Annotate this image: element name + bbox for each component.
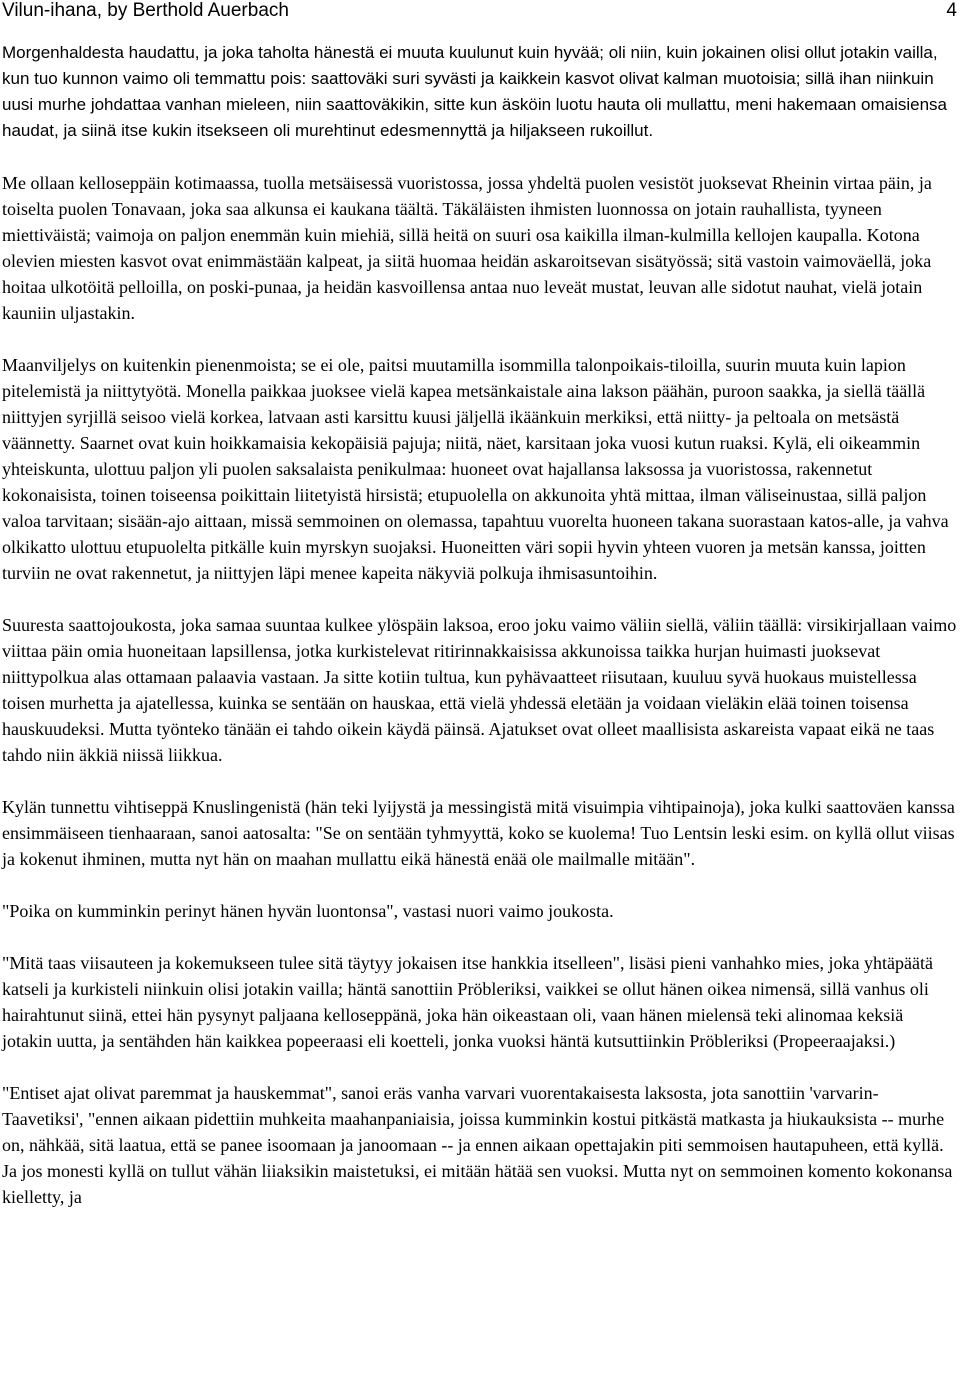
book-title: Vilun-ihana, by Berthold Auerbach [2, 0, 289, 21]
page-number: 4 [946, 0, 957, 21]
paragraph: Maanviljelys on kuitenkin pienenmoista; se ei ole, paitsi muutamilla isommilla talonpoikais-tiloilla, suurin muuta kuin lapion pitelemistä ja niittytyötä. Monella paikkaa juoksee vielä kapea metsänkaistale aina lakson päähän, puroon saakka, ja siellä täällä niittyjen syrjillä seisoo vielä korkea, latvaan asti karsittu kuusi jäljellä ikäänkuin merkiksi, että niitty- ja peltoala on metsästä väännetty. Saarnet ovat kuin hoikkamaisia kekopäisiä pajuja; niitä, näet, karsitaan joka vuosi kutun ruaksi. Kylä, eli oikeammin yhteiskunta, ulottuu paljon yli puolen saksalaista penikulmaa: huoneet ovat hajallansa laksossa ja vuoristossa, rakennetut kokonaisista, toinen toiseensa poikittain liitetyistä hirsistä; etupuolella on akkunoita yhtä mittaa, ilman väliseinustaa, sillä paljon valoa tarvitaan; sisään-ajo aittaan, missä semmoinen on olemassa, tapahtuu vuorelta huoneen takana suorastaan katos-alle, ja vahva olkikatto ulottuu etupuolelta pitkälle kuin myrskyn suojaksi. Huoneitten väri sopii hyvin yhteen vuoren ja metsän kanssa, joitten turviin ne ovat rakennetut, ja niittyjen läpi menee kapeita näkyviä polkuja ihmisasuntoihin. [2, 355, 949, 583]
paragraph: "Entiset ajat olivat paremmat ja hauskemmat", sanoi eräs vanha varvari vuorentakaisesta laksosta, jota sanottiin 'varvarin-Taavetiksi', "ennen aikaan pidettiin muhkeita maahanpaniaisia, joissa kumminkin kostui pitkästä matkasta ja hiukauksista -- murhe on, nähkää, sitä laatua, että se panee isoomaan ja janoomaan -- ja ennen aikaan opettajakin piti semmoisen hautapuheen, että kyllä. Ja jos monesti kyllä on tullut vähän liiaksikin maistetuksi, ei mitään hätää sen vuoksi. Mutta nyt on semmoinen komento kokonansa kielletty, ja [2, 1083, 953, 1207]
paragraph: Morgenhaldesta haudattu, ja joka taholta hänestä ei muuta kuulunut kuin hyvää; oli niin, kuin jokainen olisi ollut jotakin vailla, kun tuo kunnon vaimo oli temmattu pois: saattoväki suri syvästi ja kaikkein kasvot olivat kalman muotoisia; sillä ihan niinkuin uusi murhe johdattaa vanhan mieleen, niin saattoväkikin, sitte kun äsköin luotu hauta oli mullattu, meni hakemaan omaisiensa haudat, ja siinä itse kukin itsekseen oli murehtinut edesmennyttä ja hiljakseen rukoillut. [2, 43, 947, 140]
paragraph: "Poika on kumminkin perinyt hänen hyvän luontonsa", vastasi nuori vaimo joukosta. [2, 901, 614, 921]
paragraph: Kylän tunnettu vihtiseppä Knuslingenistä (hän teki lyijystä ja messingistä mitä visuimpia vihtipainoja), joka kulki saattoväen kanssa ensimmäiseen tienhaaraan, sanoi aatosalta: "Se on sentään tyhmyyttä, koko se kuolema! Tuo Lentsin leski esim. on kyllä ollut viisas ja kokenut ihminen, mutta nyt hän on maahan mullattu eikä hänestä enää ole mailmalle mitään". [2, 797, 955, 869]
document-body [0, 40, 957, 1210]
paragraph: "Mitä taas viisauteen ja kokemukseen tulee sitä täytyy jokaisen itse hankkia itselleen", lisäsi pieni vanhahko mies, joka yhtäpäätä katseli ja kurkisteli niinkuin olisi jotakin vailla; häntä sanottiin Pröbleriksi, vaikkei se ollut hänen oikea nimensä, sillä vanhus oli hairahtunut siinä, ettei hän pysynyt paljaana kelloseppänä, joka hän oikeastaan oli, vaan hänen mielensä teki alinomaa keksiä jotakin uutta, ja sentähden hän kaikkea popeeraasi eli koetteli, jonka vuoksi häntä kutsuttiinkin Pröbleriksi (Propeeraajaksi.) [2, 953, 933, 1051]
paragraph: Me ollaan kelloseppäin kotimaassa, tuolla metsäisessä vuoristossa, jossa yhdeltä puolen vesistöt juoksevat Rheinin virtaa päin, ja toiselta puolen Tonavaan, joka saa alkunsa ei kaukana täältä. Täkäläisten ihmisten luonnossa on jotain rauhallista, tyyneen miettiväistä; vaimoja on paljon enemmän kuin miehiä, sillä heitä on suuri osa kaikilla ilman-kulmilla kellojen kaupalla. Kotona olevien miesten kasvot ovat enimmästään kalpeat, ja siitä huomaa heidän askaroitsevan sisätyössä; sitä vastoin vaimoväellä, joka hoitaa ulkotöitä pelloilla, on poski-punaa, ja heidän kasvoillensa antaa nuo leveät mustat, leuvan alle sidotut nauhat, vielä jotain kauniin uljastakin. [2, 173, 932, 323]
page-header [0, 0, 960, 24]
paragraph: Suuresta saattojoukosta, joka samaa suuntaa kulkee ylöspäin laksoa, eroo joku vaimo väliin siellä, väliin täällä: virsikirjallaan vaimo viittaa päin omia huoneitaan lapsillensa, jotka kurkistelevat ritirinnakkaisissa akkunoissa taikka hurjan huimasti juoksevat niittypolkua alas ottamaan palaavia vastaan. Ja sitte kotiin tultua, kun pyhävaatteet riisutaan, kuuluu syvä huokaus muistellessa toisen murhetta ja ajatellessa, kuinka se sentään on hauskaa, että vielä yhdessä eletään ja voidaan vieläkin elää toinen toisensa hauskuudeksi. Mutta työnteko tänään ei tahdo oikein käydä päinsä. Ajatukset ovat olleet maallisista askareista vapaat eikä ne taas tahdo niin äkkiä niissä liikkua. [2, 615, 957, 765]
